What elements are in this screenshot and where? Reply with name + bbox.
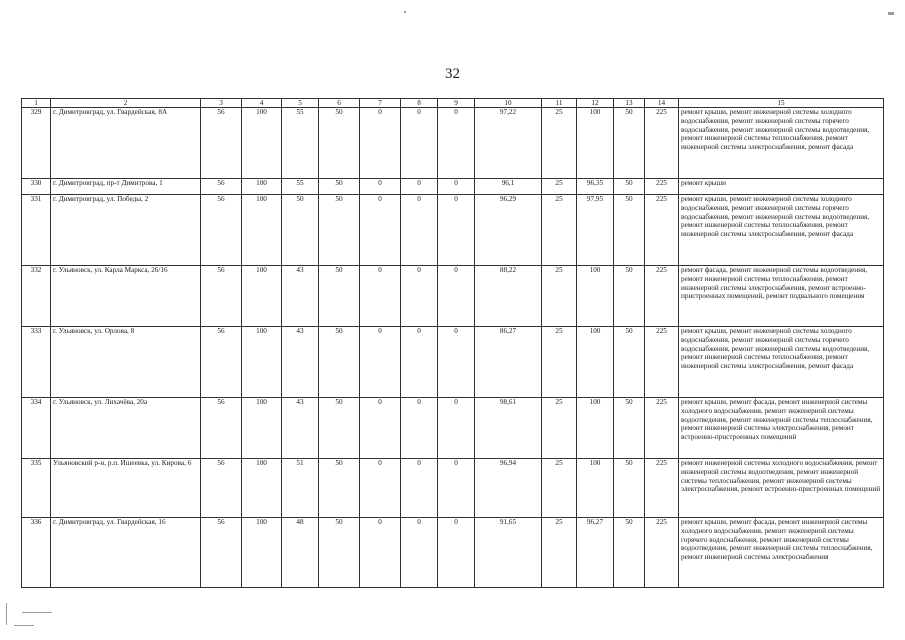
value-cell: 0 <box>401 195 438 266</box>
value-cell: 55 <box>282 108 319 179</box>
value-cell: 50 <box>319 108 360 179</box>
value-cell: 0 <box>360 398 401 459</box>
value-cell: 50 <box>319 179 360 195</box>
works-cell: ремонт крыши, ремонт инженерной системы холодного водоснабжения, ремонт инженерной системы горячего водоснабжения, ремонт инженерной системы водоотведения, ремонт инженерной системы теплоснабжения, ремонт инженерной системы электроснабжения, ремонт фасада <box>679 108 884 179</box>
value-cell: 225 <box>645 459 679 518</box>
value-cell: 0 <box>360 195 401 266</box>
value-cell: 0 <box>438 459 475 518</box>
value-cell: 100 <box>577 327 614 398</box>
row-number: 332 <box>22 266 51 327</box>
works-cell: ремонт крыши, ремонт фасада, ремонт инженерной системы холодного водоснабжения, ремонт инженерной системы водоотведения, ремонт инженерной системы теплоснабжения, ремонт инженерной системы электроснабжения, ремонт встроенно-пристроенных помещений <box>679 398 884 459</box>
value-cell: 225 <box>645 195 679 266</box>
value-cell: 56 <box>201 327 242 398</box>
row-number: 335 <box>22 459 51 518</box>
value-cell: 96,94 <box>475 459 542 518</box>
row-number: 331 <box>22 195 51 266</box>
value-cell: 86,27 <box>475 327 542 398</box>
col-header: 11 <box>542 99 577 108</box>
value-cell: 0 <box>360 108 401 179</box>
value-cell: 25 <box>542 518 577 588</box>
col-header: 10 <box>475 99 542 108</box>
value-cell: 50 <box>614 398 645 459</box>
value-cell: 100 <box>242 398 282 459</box>
value-cell: 100 <box>242 327 282 398</box>
col-header: 6 <box>319 99 360 108</box>
scan-speck <box>22 612 52 613</box>
value-cell: 56 <box>201 195 242 266</box>
table-row <box>22 179 884 195</box>
value-cell: 225 <box>645 108 679 179</box>
value-cell: 50 <box>614 108 645 179</box>
address-cell: г. Димитровград, ул. Победы, 2 <box>51 195 201 266</box>
value-cell: 48 <box>282 518 319 588</box>
value-cell: 0 <box>401 459 438 518</box>
works-cell: ремонт фасада, ремонт инженерной системы водоотведения, ремонт инженерной системы теплоснабжения, ремонт инженерной системы электроснабжения, ремонт встроенно-пристроенных помещений, ремонт подвального помещения <box>679 266 884 327</box>
works-cell: ремонт крыши, ремонт инженерной системы холодного водоснабжения, ремонт инженерной системы горячего водоснабжения, ремонт инженерной системы водоотведения, ремонт инженерной системы теплоснабжения, ремонт инженерной системы электроснабжения, ремонт фасада <box>679 195 884 266</box>
value-cell: 100 <box>242 459 282 518</box>
value-cell: 225 <box>645 266 679 327</box>
row-number: 334 <box>22 398 51 459</box>
page-number: 32 <box>445 66 460 82</box>
value-cell: 0 <box>360 459 401 518</box>
row-number: 333 <box>22 327 51 398</box>
value-cell: 0 <box>401 398 438 459</box>
table-row <box>22 398 884 459</box>
value-cell: 0 <box>360 179 401 195</box>
scan-speck <box>14 625 34 626</box>
col-header: 14 <box>645 99 679 108</box>
scan-speck <box>888 12 894 15</box>
value-cell: 50 <box>614 459 645 518</box>
value-cell: 96,35 <box>577 179 614 195</box>
value-cell: 96,29 <box>475 195 542 266</box>
value-cell: 0 <box>401 108 438 179</box>
works-cell: ремонт крыши <box>679 179 884 195</box>
repair-register-table <box>21 98 884 588</box>
value-cell: 50 <box>614 518 645 588</box>
value-cell: 100 <box>577 108 614 179</box>
value-cell: 0 <box>438 195 475 266</box>
address-cell: г. Ульяновск, ул. Орлова, 8 <box>51 327 201 398</box>
col-header: 12 <box>577 99 614 108</box>
value-cell: 25 <box>542 108 577 179</box>
value-cell: 56 <box>201 398 242 459</box>
value-cell: 25 <box>542 266 577 327</box>
value-cell: 0 <box>438 266 475 327</box>
table-row <box>22 518 884 588</box>
value-cell: 225 <box>645 518 679 588</box>
value-cell: 56 <box>201 179 242 195</box>
value-cell: 50 <box>319 266 360 327</box>
value-cell: 100 <box>242 518 282 588</box>
value-cell: 0 <box>360 327 401 398</box>
address-cell: г. Димитровград, ул. Гвардейская, 8А <box>51 108 201 179</box>
address-cell: г. Димитровград, ул. Гвардейская, 16 <box>51 518 201 588</box>
row-number: 336 <box>22 518 51 588</box>
value-cell: 0 <box>401 179 438 195</box>
works-cell: ремонт крыши, ремонт инженерной системы холодного водоснабжения, ремонт инженерной системы горячего водоснабжения, ремонт инженерной системы водоотведения, ремонт инженерной системы теплоснабжения, ремонт инженерной системы электроснабжения, ремонт фасада <box>679 327 884 398</box>
value-cell: 25 <box>542 195 577 266</box>
value-cell: 100 <box>577 398 614 459</box>
value-cell: 56 <box>201 108 242 179</box>
value-cell: 100 <box>577 459 614 518</box>
value-cell: 100 <box>577 266 614 327</box>
value-cell: 0 <box>438 398 475 459</box>
value-cell: 98,61 <box>475 398 542 459</box>
value-cell: 43 <box>282 327 319 398</box>
works-cell: ремонт инженерной системы холодного водоснабжения, ремонт инженерной системы водоотведения, ремонт инженерной системы теплоснабжения, ремонт инженерной системы электроснабжения, ремонт встроенно-пристроенных помещений <box>679 459 884 518</box>
col-header: 9 <box>438 99 475 108</box>
col-header: 3 <box>201 99 242 108</box>
value-cell: 50 <box>282 195 319 266</box>
table-row <box>22 459 884 518</box>
value-cell: 0 <box>438 327 475 398</box>
value-cell: 88,22 <box>475 266 542 327</box>
address-cell: г. Димитровград, пр-т Димитрова, 1 <box>51 179 201 195</box>
value-cell: 0 <box>438 518 475 588</box>
value-cell: 50 <box>614 195 645 266</box>
address-cell: Ульяновский р-н, р.п. Ишеевка, ул. Кирова, 6 <box>51 459 201 518</box>
scan-speck <box>404 11 406 13</box>
value-cell: 0 <box>401 266 438 327</box>
value-cell: 43 <box>282 266 319 327</box>
value-cell: 50 <box>319 195 360 266</box>
col-header: 1 <box>22 99 51 108</box>
header-row <box>22 99 884 108</box>
value-cell: 25 <box>542 459 577 518</box>
works-cell: ремонт крыши, ремонт фасада, ремонт инженерной системы холодного водоснабжения, ремонт инженерной системы горячего водоснабжения, ремонт инженерной системы водоотведения, ремонт инженерной системы теплоснабжения, ремонт инженерной системы электроснабжения <box>679 518 884 588</box>
value-cell: 0 <box>401 518 438 588</box>
col-header: 13 <box>614 99 645 108</box>
value-cell: 0 <box>401 327 438 398</box>
col-header: 15 <box>679 99 884 108</box>
value-cell: 56 <box>201 518 242 588</box>
value-cell: 50 <box>614 179 645 195</box>
value-cell: 100 <box>242 179 282 195</box>
value-cell: 50 <box>319 327 360 398</box>
value-cell: 0 <box>438 179 475 195</box>
value-cell: 100 <box>242 195 282 266</box>
value-cell: 50 <box>319 398 360 459</box>
value-cell: 25 <box>542 179 577 195</box>
value-cell: 96,27 <box>577 518 614 588</box>
value-cell: 56 <box>201 459 242 518</box>
value-cell: 25 <box>542 398 577 459</box>
value-cell: 56 <box>201 266 242 327</box>
value-cell: 0 <box>438 108 475 179</box>
value-cell: 50 <box>614 266 645 327</box>
value-cell: 51 <box>282 459 319 518</box>
value-cell: 50 <box>319 459 360 518</box>
value-cell: 100 <box>242 108 282 179</box>
value-cell: 43 <box>282 398 319 459</box>
value-cell: 225 <box>645 327 679 398</box>
col-header: 7 <box>360 99 401 108</box>
address-cell: г. Ульяновск, ул. Карла Маркса, 26/16 <box>51 266 201 327</box>
row-number: 330 <box>22 179 51 195</box>
value-cell: 0 <box>360 266 401 327</box>
table-row <box>22 108 884 179</box>
value-cell: 225 <box>645 398 679 459</box>
value-cell: 97,95 <box>577 195 614 266</box>
row-number: 329 <box>22 108 51 179</box>
address-cell: г. Ульяновск, ул. Лихачёва, 20а <box>51 398 201 459</box>
value-cell: 55 <box>282 179 319 195</box>
col-header: 8 <box>401 99 438 108</box>
scan-speck <box>6 603 7 625</box>
col-header: 4 <box>242 99 282 108</box>
value-cell: 225 <box>645 179 679 195</box>
value-cell: 50 <box>319 518 360 588</box>
value-cell: 100 <box>242 266 282 327</box>
table-row <box>22 327 884 398</box>
value-cell: 0 <box>360 518 401 588</box>
col-header: 2 <box>51 99 201 108</box>
table-row <box>22 266 884 327</box>
col-header: 5 <box>282 99 319 108</box>
value-cell: 97,22 <box>475 108 542 179</box>
value-cell: 91,65 <box>475 518 542 588</box>
value-cell: 96,1 <box>475 179 542 195</box>
value-cell: 25 <box>542 327 577 398</box>
table-row <box>22 195 884 266</box>
value-cell: 50 <box>614 327 645 398</box>
